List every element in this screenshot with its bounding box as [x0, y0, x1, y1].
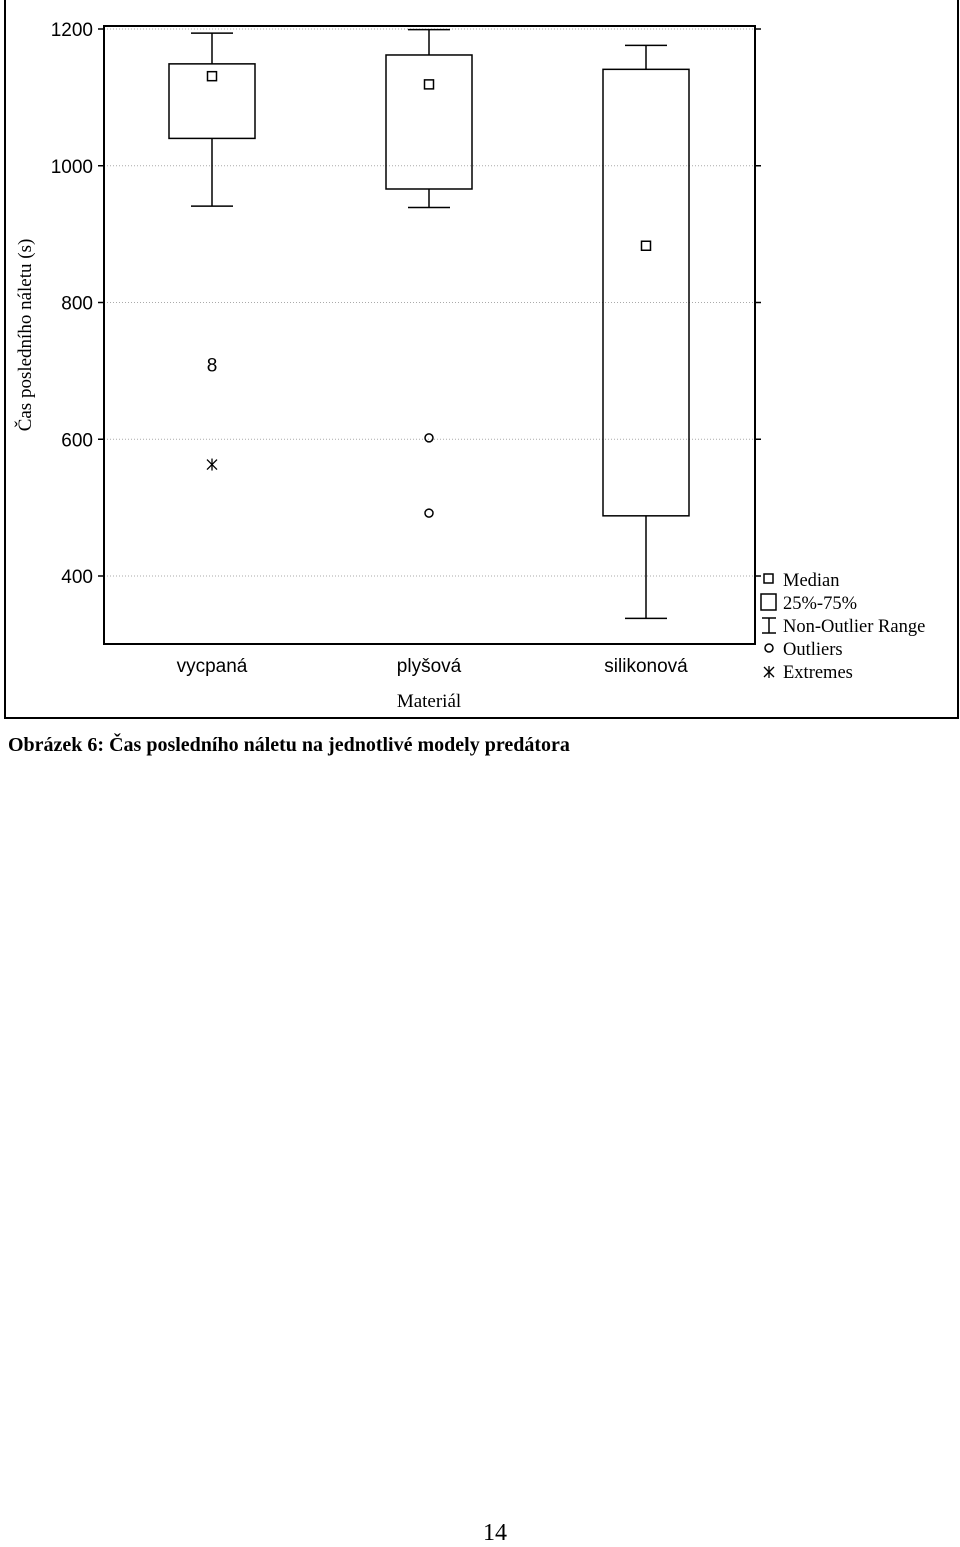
legend-box-label: 25%-75%	[783, 594, 857, 614]
box-iqr	[169, 64, 255, 139]
legend-outlier-label: Outliers	[783, 640, 843, 660]
boxes-layer	[169, 30, 689, 619]
box-plyšová	[386, 30, 472, 517]
median-marker	[208, 72, 217, 81]
median-marker	[642, 241, 651, 250]
extreme-marker	[207, 459, 217, 471]
legend-median-label: Median	[783, 571, 840, 591]
x-tick-label: vycpaná	[176, 656, 248, 677]
outlier-marker	[425, 434, 433, 442]
y-axis-label: Čas posledního náletu (s)	[15, 238, 36, 432]
box-silikonová	[603, 45, 689, 618]
outlier-marker	[425, 509, 433, 517]
outlier-marker: 8	[206, 355, 218, 377]
legend-median-icon	[764, 574, 773, 583]
legend-outlier-icon	[765, 644, 773, 652]
legend-extreme-label: Extremes	[783, 663, 853, 683]
legend-box-icon	[761, 594, 776, 610]
grid-layer	[104, 29, 755, 576]
plot-area-frame	[104, 26, 755, 644]
box-iqr	[386, 55, 472, 189]
y-tick-label: 1000	[50, 156, 93, 178]
box-plot-chart	[0, 0, 960, 720]
x-axis-label: Materiál	[396, 691, 462, 712]
page-number: 14	[483, 1520, 507, 1546]
x-tick-label: silikonová	[604, 656, 688, 677]
x-tick-label: plyšová	[396, 656, 462, 677]
y-tick-label: 800	[61, 293, 93, 315]
y-axis	[51, 20, 761, 588]
y-tick-label: 400	[61, 567, 93, 588]
box-iqr	[603, 69, 689, 515]
y-tick-label: 600	[61, 430, 93, 452]
legend-whisker-icon	[762, 618, 776, 633]
legend	[761, 571, 925, 683]
legend-extreme-icon	[764, 666, 774, 678]
figure-caption: Obrázek 6: Čas posledního náletu na jednotlivé modely predátora	[8, 734, 570, 756]
box-vycpaná	[169, 33, 255, 470]
x-axis	[177, 656, 689, 677]
median-marker	[425, 80, 434, 89]
y-tick-label: 1200	[50, 20, 93, 41]
legend-whisker-label: Non-Outlier Range	[783, 617, 926, 637]
